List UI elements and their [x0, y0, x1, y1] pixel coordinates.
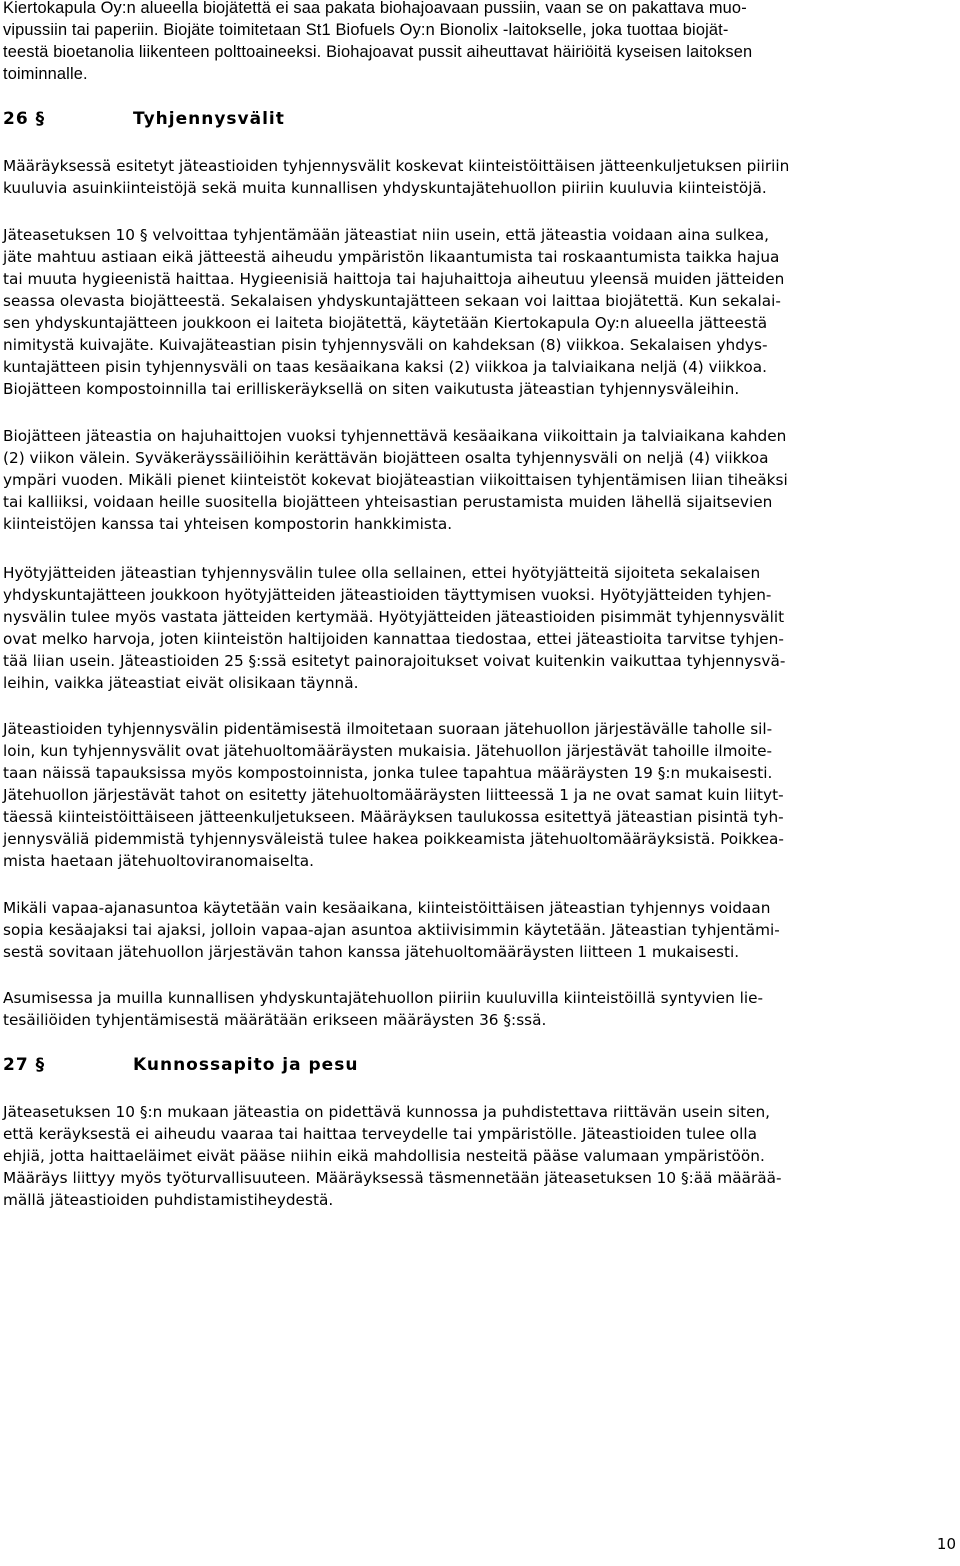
section-27-title: Kunnossapito ja pesu — [133, 1055, 359, 1075]
section-26-paragraph-4: Hyötyjätteiden jäteastian tyhjennysvälin tulee olla sellainen, ettei hyötyjätteitä sijoiteta sekalaisen yhdyskuntajätteen joukkoon hyötyjätteiden jäteastioiden täyttymisen vuoksi. Hyötyjätteiden tyhjen- nysvälin tulee myös vastata jätteiden kertymää. Hyötyjätteiden jäteastioiden pisimmät tyhjennysvälit ovat melko harvoja, joten kiinteistön haltijoiden kannattaa tiedostaa, ettei jäteastioita tarvitse tyhjen- tää liian usein. Jäteastioiden 25 §:ssä esitetyt painorajoitukset voivat kuitenkin vaikuttaa tyhjennysvä- leihin, vaikka jäteastiat eivät olisikaan täynnä. — [3, 564, 786, 692]
section-26-title: Tyhjennysvälit — [133, 109, 285, 129]
section-27-paragraph-1: Jäteasetuksen 10 §:n mukaan jäteastia on pidettävä kunnossa ja puhdistettava riittävän usein siten, että keräyksestä ei aiheudu vaaraa tai haittaa terveydelle tai ympäristölle. Jäteastioiden tulee olla ehjiä, jotta haittaeläimet eivät pääse niihin eikä mahdollisia nesteitä pääse valumaan ympäristöön. Määräys liittyy myös työturvallisuuteen. Määräyksessä täsmennetään jäteasetuksen 10 §:ää määrää- mällä jäteastioiden puhdistamistiheydestä. — [3, 1103, 782, 1209]
section-26-paragraph-5: Jäteastioiden tyhjennysvälin pidentämisestä ilmoitetaan suoraan jätehuollon järjestävälle taholle sil- loin, kun tyhjennysvälit ovat jätehuoltomääräysten mukaisia. Jätehuollon järjestävät tahoille ilmoite- taan näissä tapauksissa myös kompostoinnista, jonka tulee tapahtua määräysten 19 §:n mukaisesti. Jätehuollon järjestävät tahot on esitetty jätehuoltomääräysten liitteessä 1 ja ne ovat samat kuin liityt- täessä kiinteistöittäiseen jätteenkuljetukseen. Määräyksen taulukossa esitettyä jäteastian pisintä tyh- jennysväliä pidemmistä tyhjennysväleistä tulee hakea poikkeamista jätehuoltomääräyksistä. Poikkea- mista haetaan jätehuoltoviranomaiselta. — [3, 720, 784, 870]
section-26-paragraph-6: Mikäli vapaa-ajanasuntoa käytetään vain kesäaikana, kiinteistöittäisen jäteastian tyhjennys voidaan sopia kesäajaksi tai ajaksi, jolloin vapaa-ajan asuntoa aktiivisimmin käytetään. Jäteastian tyhjentämi- sestä sovitaan jätehuollon järjestävän tahon kanssa jätehuoltomääräysten liitteen 1 mukaisesti. — [3, 899, 780, 961]
section-26-paragraph-7: Asumisessa ja muilla kunnallisen yhdyskuntajätehuollon piiriin kuuluvilla kiinteistöillä syntyvien lie- tesäiliöiden tyhjentämisestä määrätään erikseen määräysten 36 §:ssä. — [3, 989, 764, 1029]
section-26-paragraph-1: Määräyksessä esitetyt jäteastioiden tyhjennysvälit koskevat kiinteistöittäisen jätteenkuljetuksen piiriin kuuluvia asuinkiinteistöjä sekä muita kunnallisen yhdyskuntajätehuollon piiriin kuuluvia kiinteistöjä. — [3, 157, 790, 197]
section-26-paragraph-3: Biojätteen jäteastia on hajuhaittojen vuoksi tyhjennettävä kesäaikana viikoittain ja talviaikana kahden (2) viikon välein. Syväkeräyssäiliöihin kerättävän biojätteen osalta tyhjennysväli on neljä (4) viikkoa ympäri vuoden. Mikäli pienet kiinteistöt kokevat biojäteastian viikoittaisen tyhjentämisen liian tiheäksi tai kalliiksi, voidaan heille suositella biojätteen yhteisastian perustamista muiden lähellä sijaitsevien kiinteistöjen kanssa tai yhteisen kompostorin hankkimista. — [3, 427, 788, 533]
section-26-paragraph-2: Jäteasetuksen 10 § velvoittaa tyhjentämään jäteastiat niin usein, että jäteastia voidaan aina sulkea, jäte mahtuu astiaan eikä jätteestä aiheudu ympäristön likaantumista tai roskaantumista taikka hajua tai muuta hygieenistä haittaa. Hygieenisiä haittoja tai hajuhaittoja aiheutuu yleensä muiden jätteiden seassa olevasta biojätteestä. Sekalaisen yhdyskuntajätteen sekaan voi laittaa biojätettä. Kun sekalai- sen yhdyskuntajätteen joukkoon ei laiteta biojätettä, käytetään Kiertokapula Oy:n alueella jätteestä nimitystä kuivajäte. Kuivajäteastian pisin tyhjennysväli on kahdeksan (8) viikkoa. Sekalaisen yhdys- kuntajätteen pisin tyhjennysväli on taas kesäaikana kaksi (2) viikkoa ja talviaikana neljä (4) viikkoa. Biojätteen kompostoinnilla tai erilliskeräyksellä on siten vaikutusta jäteastian tyhjennysväleihin. — [3, 226, 785, 398]
page-number: 10 — [936, 1535, 956, 1553]
intro-paragraph: Kiertokapula Oy:n alueella biojätettä ei saa pakata biohajoavaan pussiin, vaan se on pakattava muo- vipussiin tai paperiin. Biojäte toimitetaan St1 Biofuels Oy:n Bionolix -laitokselle, joka tuottaa biojät- teestä bioetanolia liikenteen polttoaineeksi. Biohajoavat pussit aiheuttavat häiriöitä kyseisen laitoksen toiminnalle. — [3, 0, 753, 83]
section-26-heading — [3, 109, 285, 129]
section-27-number: 27 § — [3, 1055, 46, 1075]
section-27-heading — [3, 1055, 358, 1075]
section-26-number: 26 § — [3, 109, 46, 129]
